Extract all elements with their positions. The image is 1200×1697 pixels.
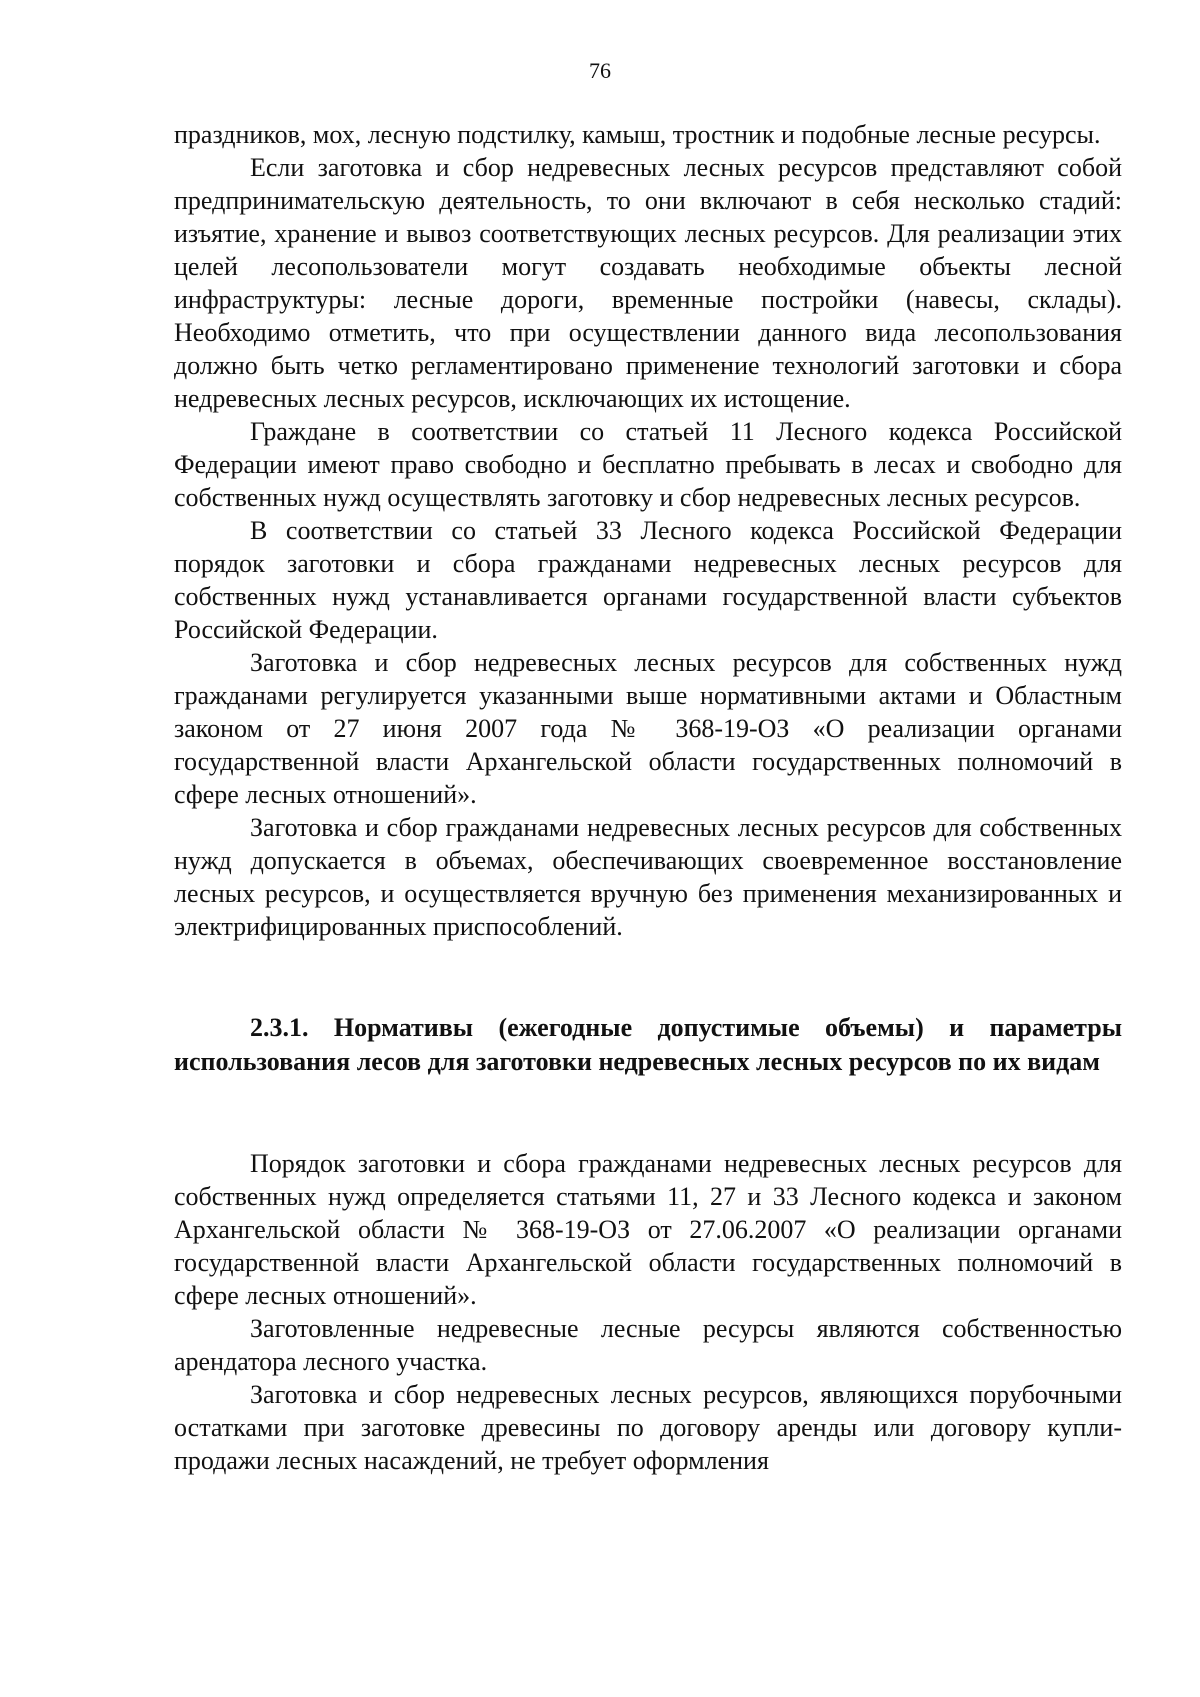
document-body (174, 118, 1122, 1477)
section-heading: 2.3.1. Нормативы (ежегодные допустимые объемы) и параметры использования лесов для заготовки недревесных лесных ресурсов по их видам (174, 1013, 1122, 1076)
paragraph-ownership: Заготовленные недревесные лесные ресурсы являются собственностью арендатора лесного участка. (174, 1314, 1122, 1376)
page-number: 76 (589, 58, 611, 83)
paragraph-citizens-rights: Граждане в соответствии со статьей 11 Лесного кодекса Российской Федерации имеют право свободно и бесплатно пребывать в лесах и свободно для собственных нужд осуществлять заготовку и сбор недревесных лесных ресурсов. (174, 417, 1122, 512)
section-spacer (174, 1079, 1122, 1147)
paragraph-regional-law: Заготовка и сбор недревесных лесных ресурсов для собственных нужд гражданами регулируется указанными выше нормативными актами и Областным законом от 27 июня 2007 года № 368-19-ОЗ «О реализации органами государственной власти Архангельской области государственных полномочий в сфере лесных отношений». (174, 648, 1122, 809)
paragraph-continuation: праздников, мох, лесную подстилку, камыш, тростник и подобные лесные ресурсы. (174, 120, 1101, 149)
paragraph-volume-limits: Заготовка и сбор гражданами недревесных лесных ресурсов для собственных нужд допускается в объемах, обеспечивающих своевременное восстановление лесных ресурсов, и осуществляется вручную без применения механизированных и электрифицированных приспособлений. (174, 813, 1122, 941)
paragraph-logging-residues: Заготовка и сбор недревесных лесных ресурсов, являющихся порубочными остатками при заготовке древесины по договору аренды или договору купли-продажи лесных насаждений, не требует оформления (174, 1380, 1122, 1475)
paragraph-article-33: В соответствии со статьей 33 Лесного кодекса Российской Федерации порядок заготовки и сбора гражданами недревесных лесных ресурсов для собственных нужд устанавливается органами государственной власти субъектов Российской Федерации. (174, 516, 1122, 644)
paragraph-procedure: Порядок заготовки и сбора гражданами недревесных лесных ресурсов для собственных нужд определяется статьями 11, 27 и 33 Лесного кодекса и законом Архангельской области № 368-19-ОЗ от 27.06.2007 «О реализации органами государственной власти Архангельской области государственных полномочий в сфере лесных отношений». (174, 1149, 1122, 1310)
paragraph-harvesting-stages: Если заготовка и сбор недревесных лесных ресурсов представляют собой предпринимательскую деятельность, то они включают в себя несколько стадий: изъятие, хранение и вывоз соответствующих лесных ресурсов. Для реализации этих целей лесопользователи могут создавать необходимые объекты лесной инфраструктуры: лесные дороги, временные постройки (навесы, склады). Необходимо отметить, что при осуществлении данного вида лесопользования должно быть четко регламентировано применение технологий заготовки и сбора недревесных лесных ресурсов, исключающих их истощение. (174, 153, 1122, 413)
